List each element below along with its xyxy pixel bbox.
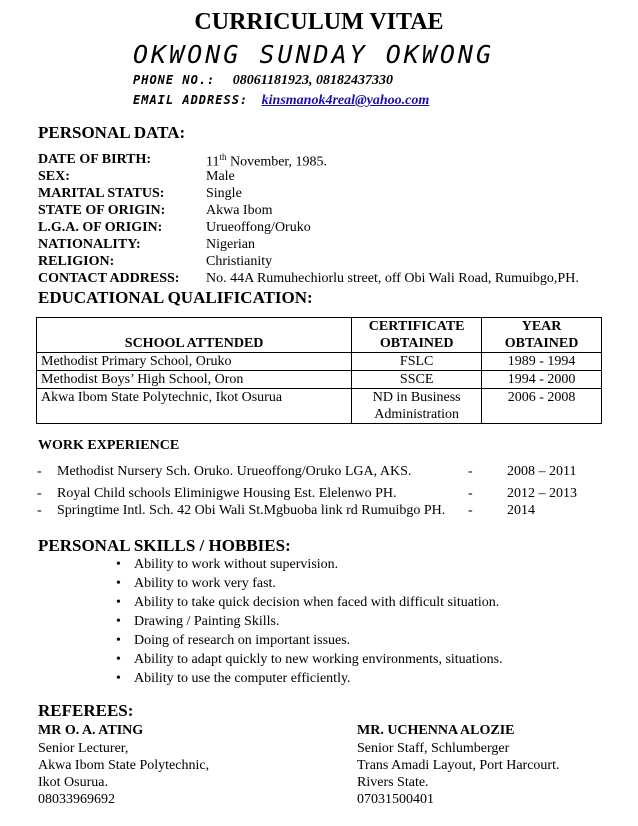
personal-value: Single (206, 186, 242, 201)
work-experience-heading: WORK EXPERIENCE (38, 438, 180, 453)
work-separator: - (468, 503, 473, 518)
work-employer: Springtime Intl. Sch. 42 Obi Wali St.Mgbuoba link rd Rumuibgo PH. (57, 503, 446, 518)
work-years: 2008 – 2011 (507, 464, 577, 479)
column-header-school: SCHOOL ATTENDED (37, 318, 352, 353)
email-label: EMAIL ADDRESS: (133, 93, 249, 107)
referee-name: MR. UCHENNA ALOZIE (357, 723, 515, 738)
cell-school: Methodist Boys’ High School, Oron (37, 371, 352, 389)
personal-label: CONTACT ADDRESS: (38, 271, 180, 286)
personal-data-heading: PERSONAL DATA: (38, 123, 186, 142)
personal-label: NATIONALITY: (38, 237, 141, 252)
referee-detail: Trans Amadi Layout, Port Harcourt. (357, 758, 560, 773)
cell-certificate: FSLC (352, 353, 482, 371)
phone-numbers: 08061181923, 08182437330 (232, 73, 393, 88)
personal-label: DATE OF BIRTH: (38, 152, 152, 167)
personal-label: RELIGION: (38, 254, 115, 269)
personal-value-address: No. 44A Rumuhechiorlu street, off Obi Wali Road, Rumuibgo,PH. (206, 271, 579, 286)
personal-label: MARITAL STATUS: (38, 186, 165, 201)
email-line (133, 93, 429, 109)
cell-year: 1989 - 1994 (482, 353, 602, 371)
skill-item: • Ability to work without supervision. (134, 557, 338, 573)
list-dash: - (37, 503, 42, 518)
cell-school: Methodist Primary School, Oruko (37, 353, 352, 371)
work-separator: - (468, 486, 473, 501)
personal-value-dob: 11th November, 1985. (206, 152, 328, 170)
referee-detail: Senior Lecturer, (38, 741, 129, 756)
list-dash: - (37, 464, 42, 479)
personal-value: Male (206, 169, 235, 184)
skill-item: • Doing of research on important issues. (134, 633, 350, 649)
phone-line (133, 73, 393, 89)
personal-label: L.G.A. OF ORIGIN: (38, 220, 163, 235)
referees-heading: REFEREES: (38, 701, 134, 720)
skill-item: • Ability to work very fast. (134, 576, 276, 592)
referee-detail: Rivers State. (357, 775, 429, 790)
personal-label: STATE OF ORIGIN: (38, 203, 166, 218)
referee-phone: 08033969692 (38, 792, 115, 807)
cell-year: 2006 - 2008 (482, 389, 602, 424)
education-table (36, 317, 602, 424)
work-years: 2012 – 2013 (507, 486, 577, 501)
column-header-certificate: CERTIFICATE OBTAINED (352, 318, 482, 353)
personal-label: SEX: (38, 169, 70, 184)
email-link[interactable]: kinsmanok4real@yahoo.com (261, 93, 430, 108)
skill-item: • Drawing / Painting Skills. (134, 614, 279, 630)
cell-year: 1994 - 2000 (482, 371, 602, 389)
referee-phone: 07031500401 (357, 792, 434, 807)
skills-heading: PERSONAL SKILLS / HOBBIES: (38, 536, 291, 555)
table-row (37, 389, 602, 424)
cell-certificate: SSCE (352, 371, 482, 389)
list-dash: - (37, 486, 42, 501)
personal-value: Christianity (206, 254, 273, 269)
document-title: CURRICULUM VITAE (194, 9, 444, 35)
personal-value: Akwa Ibom (206, 203, 273, 218)
work-separator: - (468, 464, 473, 479)
referee-detail: Akwa Ibom State Polytechnic, (38, 758, 210, 773)
table-header-row (37, 318, 602, 353)
cell-school: Akwa Ibom State Polytechnic, Ikot Osurua (37, 389, 352, 424)
phone-label: PHONE NO.: (133, 73, 216, 87)
referee-detail: Ikot Osurua. (38, 775, 108, 790)
work-employer: Methodist Nursery Sch. Oruko. Urueoffong/Oruko LGA, AKS. (57, 464, 412, 479)
table-row (37, 371, 602, 389)
work-years: 2014 (507, 503, 535, 518)
cell-certificate: ND in Business Administration (352, 389, 482, 424)
skill-item: • Ability to use the computer efficiently. (134, 671, 351, 687)
education-heading: EDUCATIONAL QUALIFICATION: (38, 288, 313, 307)
table-row (37, 353, 602, 371)
skill-item: • Ability to take quick decision when faced with difficult situation. (134, 595, 499, 611)
column-header-year: YEAR OBTAINED (482, 318, 602, 353)
applicant-name: OKWONG SUNDAY OKWONG (133, 40, 495, 69)
skill-item: • Ability to adapt quickly to new working environments, situations. (134, 652, 503, 668)
personal-value: Nigerian (206, 237, 255, 252)
referee-name: MR O. A. ATING (38, 723, 144, 738)
work-employer: Royal Child schools Eliminigwe Housing Est. Elelenwo PH. (57, 486, 397, 501)
personal-value: Urueoffong/Oruko (206, 220, 311, 235)
referee-detail: Senior Staff, Schlumberger (357, 741, 510, 756)
